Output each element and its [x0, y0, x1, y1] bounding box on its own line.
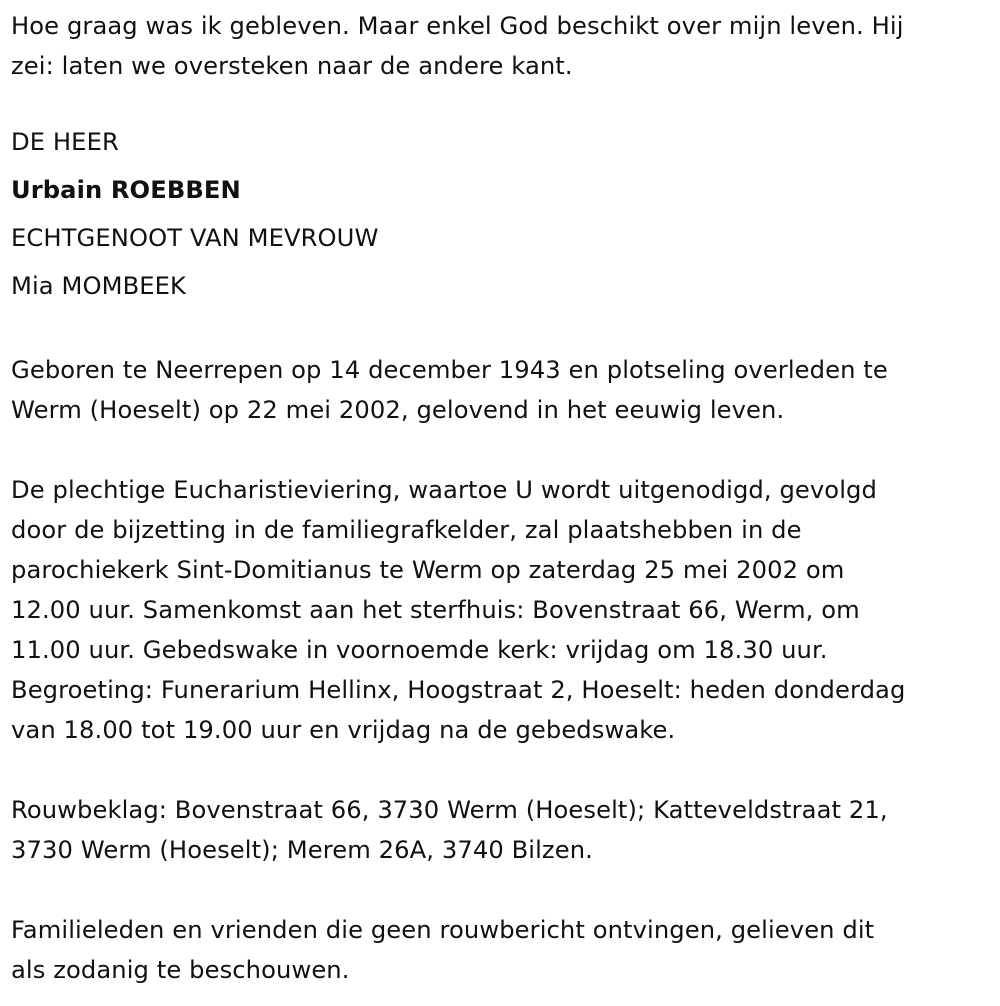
deceased-name: Urbain ROEBBEN: [11, 176, 241, 204]
birth-death-paragraph: Geboren te Neerrepen op 14 december 1943 en plotseling overleden te Werm (Hoeselt) op 22 mei 2002, gelovend in het eeuwig leven.: [11, 356, 888, 424]
mourning-addresses-paragraph: Rouwbeklag: Bovenstraat 66, 3730 Werm (Hoeselt); Katteveldstraat 21, 3730 Werm (Hoeselt); Merem 26A, 3740 Bilzen.: [11, 796, 888, 864]
ceremony-paragraph: De plechtige Eucharistieviering, waartoe U wordt uitgenodigd, gevolgd door de bijzetting in de familiegrafkelder, zal plaatshebben in de parochiekerk Sint-Domitianus te Werm op zaterdag 25 mei 2002 om 12.00 uur. Samenkomst aan het sterfhuis: Bovenstraat 66, Werm, om 11.00 uur. Gebedswake in voornoemde kerk: vrijdag om 18.30 uur. Begroeting: Funerarium Hellinx, Hoogstraat 2, Hoeselt: heden donderdag van 18.00 tot 19.00 uur en vrijdag na de gebedswake.: [11, 476, 906, 744]
intro-paragraph: Hoe graag was ik gebleven. Maar enkel God beschikt over mijn leven. Hij zei: laten we oversteken naar de andere kant.: [11, 12, 904, 80]
closing-paragraph: Familieleden en vrienden die geen rouwbericht ontvingen, gelieven dit als zodanig te beschouwen.: [11, 916, 875, 984]
title-line: DE HEER: [11, 128, 119, 156]
spouse-name: Mia MOMBEEK: [11, 272, 186, 300]
death-notice-document: [11, 6, 995, 990]
spouse-label: ECHTGENOOT VAN MEVROUW: [11, 224, 379, 252]
deceased-heading-block: [11, 118, 995, 310]
